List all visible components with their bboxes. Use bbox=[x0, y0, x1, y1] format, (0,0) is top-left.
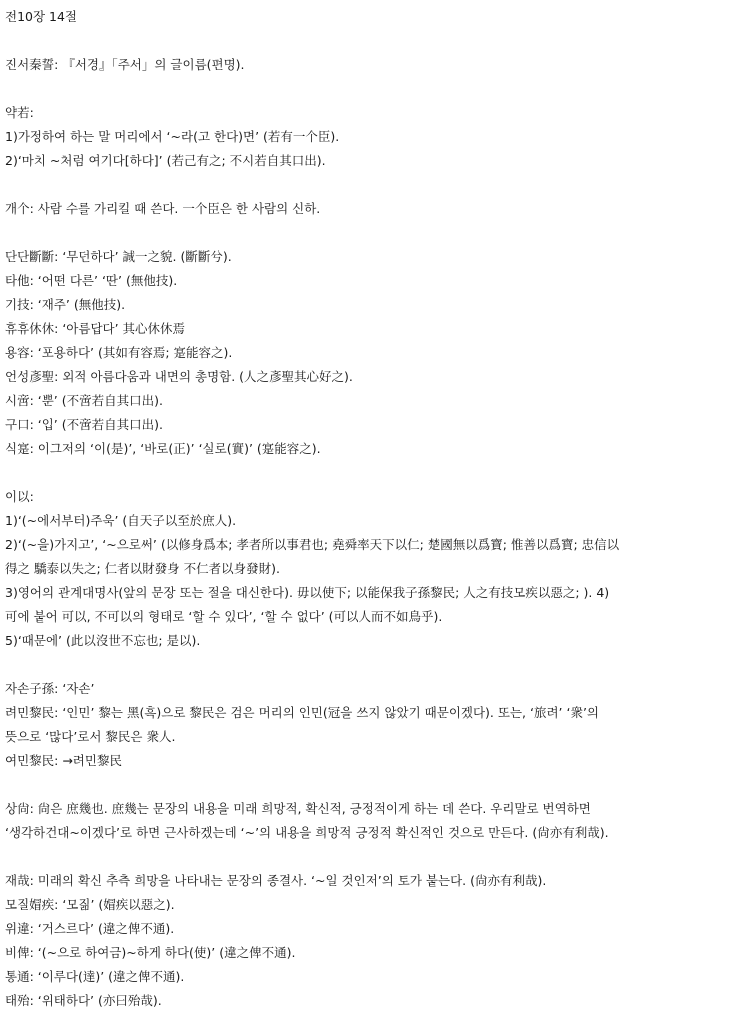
text-line: 2)‘(~을)가지고’, ‘~으로써’ (以修身爲本; 孝者所以事君也; 堯舜率天下以仁; 楚國無以爲寶; 惟善以爲寶; 忠信以 bbox=[5, 537, 620, 552]
glossary-block bbox=[5, 677, 740, 773]
text-line: 용容: ‘포용하다’ (其如有容焉; 寔能容之). bbox=[5, 345, 233, 360]
text-line: 기技: ‘재주’ (無他技). bbox=[5, 297, 126, 312]
text-line: 1)‘(~에서부터)주욱’ (自天子以至於庶人). bbox=[5, 513, 237, 528]
blank-line bbox=[5, 461, 740, 485]
text-line: 상尙: 尙은 庶幾也. 庶幾는 문장의 내용을 미래 희망적, 확신적, 긍정적이게 하는 데 쓴다. 우리말로 번역하면 bbox=[5, 801, 591, 816]
text-line: 려민黎民: ‘인민’ 黎는 黑(흑)으로 黎民은 검은 머리의 인민(冠을 쓰지 않았기 때문이겠다). 또는, ‘旅려’ ‘衆’의 bbox=[5, 705, 599, 720]
text-line: 2)‘마치 ~처럼 여기다[하다]’ (若己有之; 不시若自其口出). bbox=[5, 153, 326, 168]
blank-line bbox=[5, 173, 740, 197]
text-line: 태殆: ‘위태하다’ (亦曰殆哉). bbox=[5, 993, 162, 1008]
text-line: 통通: ‘이루다(達)’ (違之俾不通). bbox=[5, 969, 185, 984]
blank-line bbox=[5, 845, 740, 869]
text-line: 3)영어의 관계대명사(앞의 문장 또는 절을 대신한다). 毋以使下; 以能保我子孫黎民; 人之有技모疾以惡之; ). 4) bbox=[5, 585, 610, 600]
blank-line bbox=[5, 77, 740, 101]
glossary-block bbox=[5, 53, 740, 77]
text-line: 단단斷斷: ‘무던하다’ 誠一之貌. (斷斷兮). bbox=[5, 249, 232, 264]
text-line: 자손子孫: ‘자손’ bbox=[5, 681, 95, 696]
blank-line bbox=[5, 773, 740, 797]
glossary-block bbox=[5, 101, 740, 173]
glossary-blocks bbox=[5, 29, 740, 1013]
text-line: 시啻: ‘뿐’ (不啻若自其口出). bbox=[5, 393, 163, 408]
text-line: 뜻으로 ‘많다’로서 黎民은 衆人. bbox=[5, 729, 176, 744]
glossary-block bbox=[5, 869, 740, 1013]
text-line: 개个: 사람 수를 가리킬 때 쓴다. 一个臣은 한 사람의 신하. bbox=[5, 201, 321, 216]
document-body bbox=[5, 5, 740, 1013]
text-line: 구口: ‘입’ (不啻若自其口出). bbox=[5, 417, 163, 432]
text-line: 식寔: 이그저의 ‘이(是)’, ‘바로(正)’ ‘실로(實)’ (寔能容之). bbox=[5, 441, 321, 456]
text-line: 약若: bbox=[5, 105, 34, 120]
glossary-block bbox=[5, 797, 740, 845]
blank-line bbox=[5, 653, 740, 677]
glossary-block bbox=[5, 245, 740, 461]
text-line: 5)‘때문에’ (此以沒世不忘也; 是以). bbox=[5, 633, 201, 648]
text-line: 진서秦誓: 『서경』「주서」의 글이름(편명). bbox=[5, 57, 245, 72]
text-line: 得之 驕泰以失之; 仁者以財發身 不仁者以身發財). bbox=[5, 561, 280, 576]
text-line: 모질媢疾: ‘모짊’ (媢疾以惡之). bbox=[5, 897, 175, 912]
text-line: 언성彥聖: 외적 아름다움과 내면의 총명함. (人之彥聖其心好之). bbox=[5, 369, 353, 384]
text-line: ‘생각하건대~이겠다’로 하면 근사하겠는데 ‘~’의 내용을 희망적 긍정적 확신적인 것으로 만든다. (尙亦有利哉). bbox=[5, 825, 609, 840]
text-line: 재哉: 미래의 확신 추측 희망을 나타내는 문장의 종결사. ‘~일 것인저’의 토가 붙는다. (尙亦有利哉). bbox=[5, 873, 547, 888]
glossary-block bbox=[5, 485, 740, 653]
text-line: 여민黎民: →려민黎民 bbox=[5, 753, 122, 768]
text-line: 타他: ‘어떤 다른’ ‘딴’ (無他技). bbox=[5, 273, 178, 288]
blank-line bbox=[5, 29, 740, 53]
glossary-block bbox=[5, 197, 740, 221]
text-line: 이以: bbox=[5, 489, 34, 504]
text-line: 휴휴休休: ‘아름답다’ 其心休休焉 bbox=[5, 321, 186, 336]
text-line: 1)가정하여 하는 말 머리에서 ‘~라(고 한다)면’ (若有一个臣). bbox=[5, 129, 340, 144]
document-title: 전10장 14절 bbox=[5, 9, 78, 24]
text-line: 위違: ‘거스르다’ (違之俾不通). bbox=[5, 921, 175, 936]
blank-line bbox=[5, 221, 740, 245]
text-line: 비俾: ‘(~으로 하여금)~하게 하다(使)’ (違之俾不通). bbox=[5, 945, 296, 960]
text-line: 可에 붙어 可以, 不可以의 형태로 ‘할 수 있다’, ‘할 수 없다’ (可以人而不如鳥乎). bbox=[5, 609, 443, 624]
